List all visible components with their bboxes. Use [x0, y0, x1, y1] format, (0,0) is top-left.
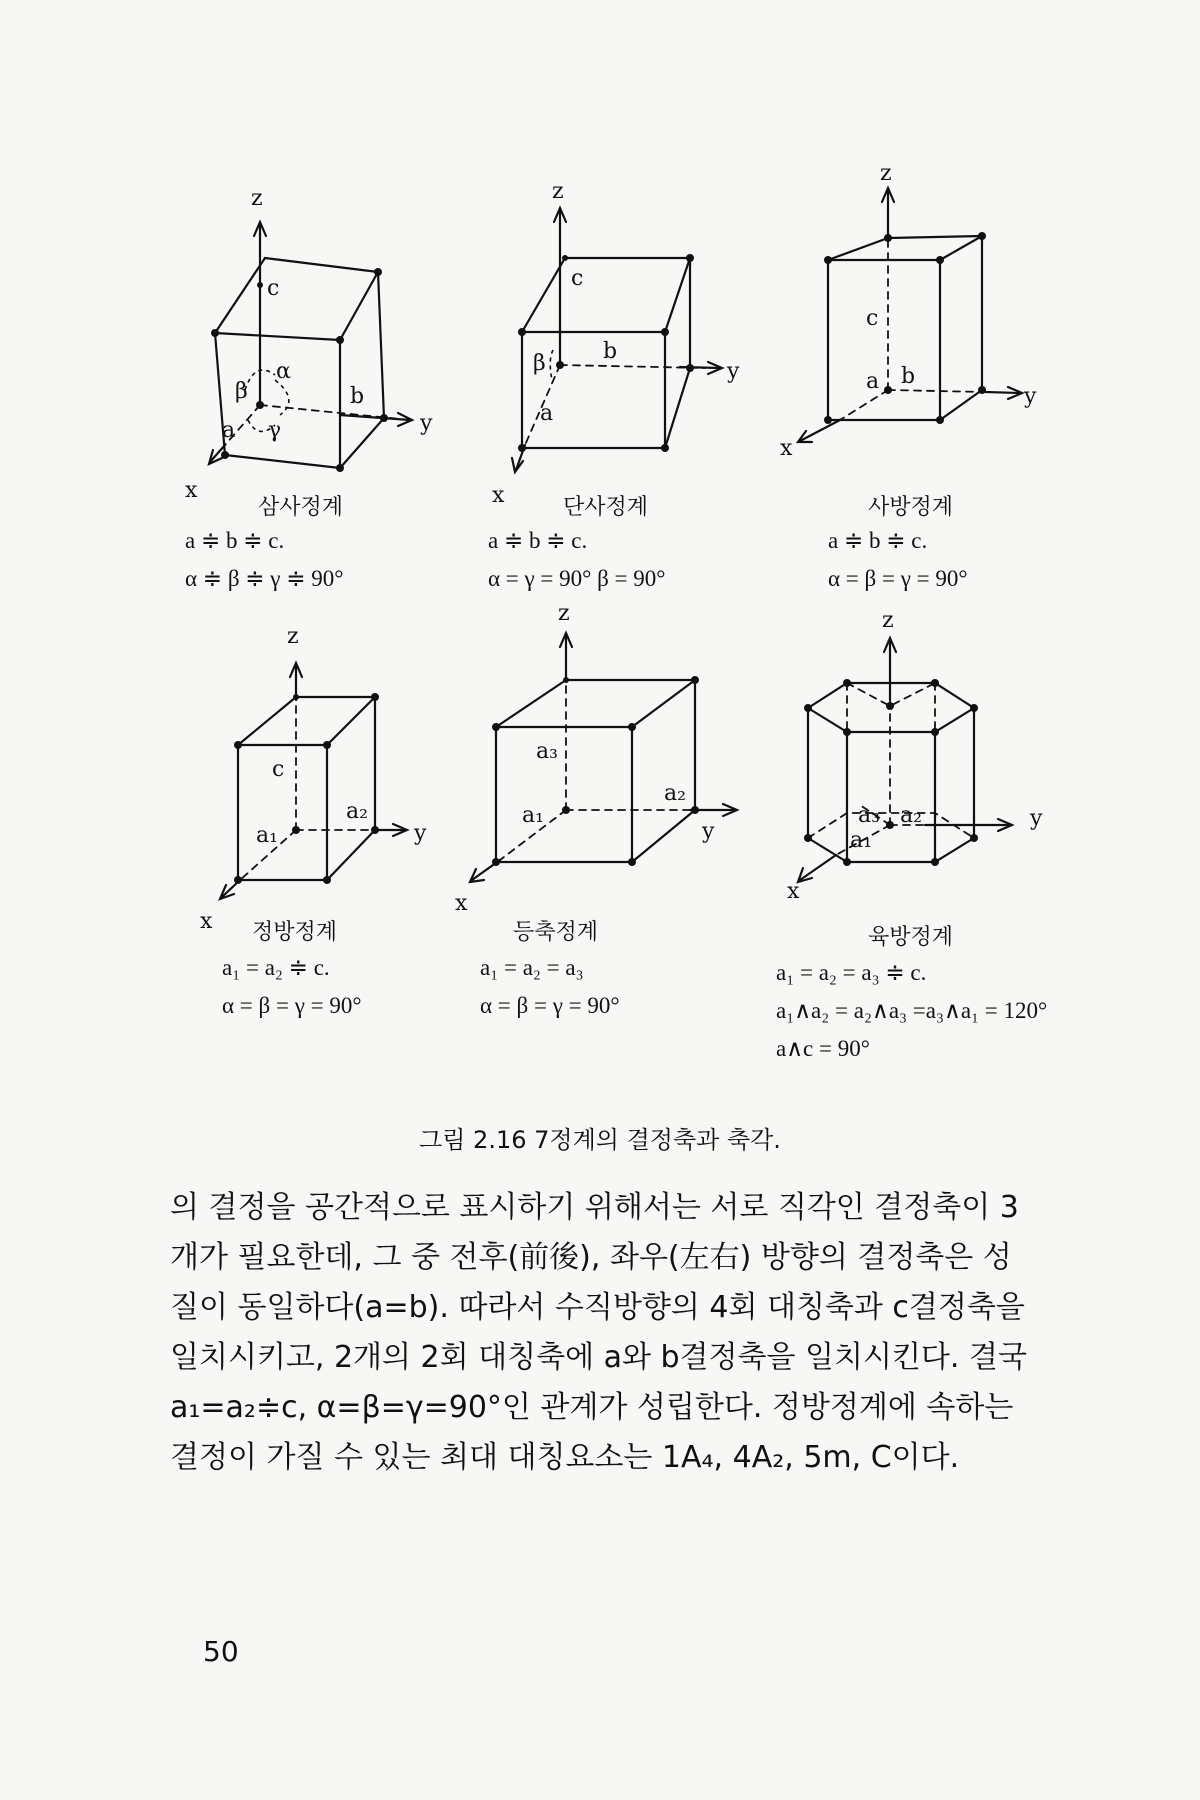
z-axis-label: z	[287, 624, 299, 649]
relation-axes-cubic: a₁ = a₂ = a₃	[480, 955, 584, 980]
axis-label-a1: a₁	[256, 823, 278, 848]
angle-beta: β	[533, 351, 546, 376]
monoclinic-diagram	[492, 179, 740, 508]
relation-angles-tetragonal: α = β = γ = 90°	[222, 993, 362, 1018]
hexagonal-diagram	[787, 608, 1043, 904]
relation-axes-monoclinic: a ≑ b ≑ c.	[488, 528, 588, 553]
system-name-monoclinic: 단사정계	[563, 495, 649, 520]
x-axis-label: x	[492, 483, 505, 508]
y-axis-label: y	[702, 819, 715, 844]
x-axis-label: x	[787, 879, 800, 904]
system-name-cubic: 등축정계	[513, 920, 599, 945]
axis-label-a1: a₁	[850, 828, 872, 853]
relation-angles-hexagonal: a₁∧a₂ = a₂∧a₃ =a₃∧a₁ = 120°	[776, 998, 1048, 1023]
axis-label-a2: a₂	[900, 803, 922, 828]
x-axis-label: x	[455, 891, 468, 916]
angle-alpha: α	[276, 359, 291, 384]
axis-label-a: a	[222, 418, 236, 443]
axis-label-a3: a₃	[858, 803, 880, 828]
axis-label-c: c	[866, 306, 879, 331]
y-axis-label: y	[1024, 384, 1037, 409]
relation-axes-tetragonal: a₁ = a₂ ≑ c.	[222, 955, 330, 980]
page-number: 50	[203, 1635, 239, 1668]
figure-caption: 그림 2.16 7정계의 결정축과 축각.	[419, 1126, 781, 1154]
system-name-orthorhombic: 사방정계	[868, 495, 954, 520]
relation-axes-orthorhombic: a ≑ b ≑ c.	[828, 528, 928, 553]
system-name-triclinic: 삼사정계	[258, 495, 344, 520]
z-axis-label: z	[552, 179, 564, 204]
axis-label-a1: a₁	[522, 803, 544, 828]
relation-angles-cubic: α = β = γ = 90°	[480, 993, 620, 1018]
tetragonal-diagram	[200, 624, 427, 934]
relation-angles-orthorhombic: α = β = γ = 90°	[828, 566, 968, 591]
system-name-tetragonal: 정방정계	[252, 920, 338, 945]
axis-label-a: a	[866, 369, 880, 394]
y-axis-label: y	[727, 359, 740, 384]
body-line: 질이 동일하다(a=b). 따라서 수직방향의 4회 대칭축과 c결정축을	[170, 1290, 1025, 1325]
system-name-hexagonal: 육방정계	[868, 925, 954, 950]
axis-label-a2: a₂	[346, 799, 368, 824]
axis-label-b: b	[603, 339, 618, 364]
axis-label-c: c	[571, 266, 584, 291]
body-paragraph	[170, 1183, 1070, 1483]
z-axis-label: z	[251, 186, 263, 211]
orthorhombic-diagram	[780, 161, 1037, 461]
angle-gamma: γ	[268, 418, 282, 443]
x-axis-label: x	[780, 436, 793, 461]
x-axis-label: x	[200, 909, 213, 934]
axis-label-c: c	[267, 276, 280, 301]
z-axis-label: z	[880, 161, 892, 186]
y-axis-label: y	[1030, 806, 1043, 831]
axis-label-b: b	[901, 364, 916, 389]
axis-label-b: b	[350, 384, 365, 409]
body-line: 일치시키고, 2개의 2회 대칭축에 a와 b결정축을 일치시킨다. 결국	[170, 1340, 1027, 1375]
z-axis-label: z	[882, 608, 894, 633]
relation-axes-triclinic: a ≑ b ≑ c.	[185, 528, 285, 553]
y-axis-label: y	[414, 821, 427, 846]
axis-label-a3: a₃	[536, 739, 558, 764]
relation-angles-monoclinic: α = γ = 90° β = 90°	[488, 566, 666, 591]
body-line: 개가 필요한데, 그 중 전후(前後), 좌우(左右) 방향의 결정축은 성	[170, 1240, 1012, 1275]
body-line: 결정이 가질 수 있는 최대 대칭요소는 1A₄, 4A₂, 5m, C이다.	[170, 1440, 960, 1475]
relation-axis-c-hexagonal: a∧c = 90°	[776, 1036, 870, 1061]
relation-angles-triclinic: α ≑ β ≑ γ ≑ 90°	[185, 566, 344, 591]
cubic-diagram	[455, 601, 737, 916]
body-line: 의 결정을 공간적으로 표시하기 위해서는 서로 직각인 결정축이 3	[170, 1190, 1019, 1225]
relation-axes-hexagonal: a₁ = a₂ = a₃ ≑ c.	[776, 960, 927, 985]
y-axis-label: y	[420, 411, 433, 436]
angle-beta: β	[235, 379, 248, 404]
triclinic-diagram	[185, 186, 433, 503]
z-axis-label: z	[558, 601, 570, 626]
axis-label-a: a	[540, 401, 554, 426]
axis-label-c: c	[272, 757, 285, 782]
axis-label-a2: a₂	[664, 781, 686, 806]
body-line: a₁=a₂≑c, α=β=γ=90°인 관계가 성립한다. 정방정계에 속하는	[170, 1390, 1014, 1425]
x-axis-label: x	[185, 478, 198, 503]
